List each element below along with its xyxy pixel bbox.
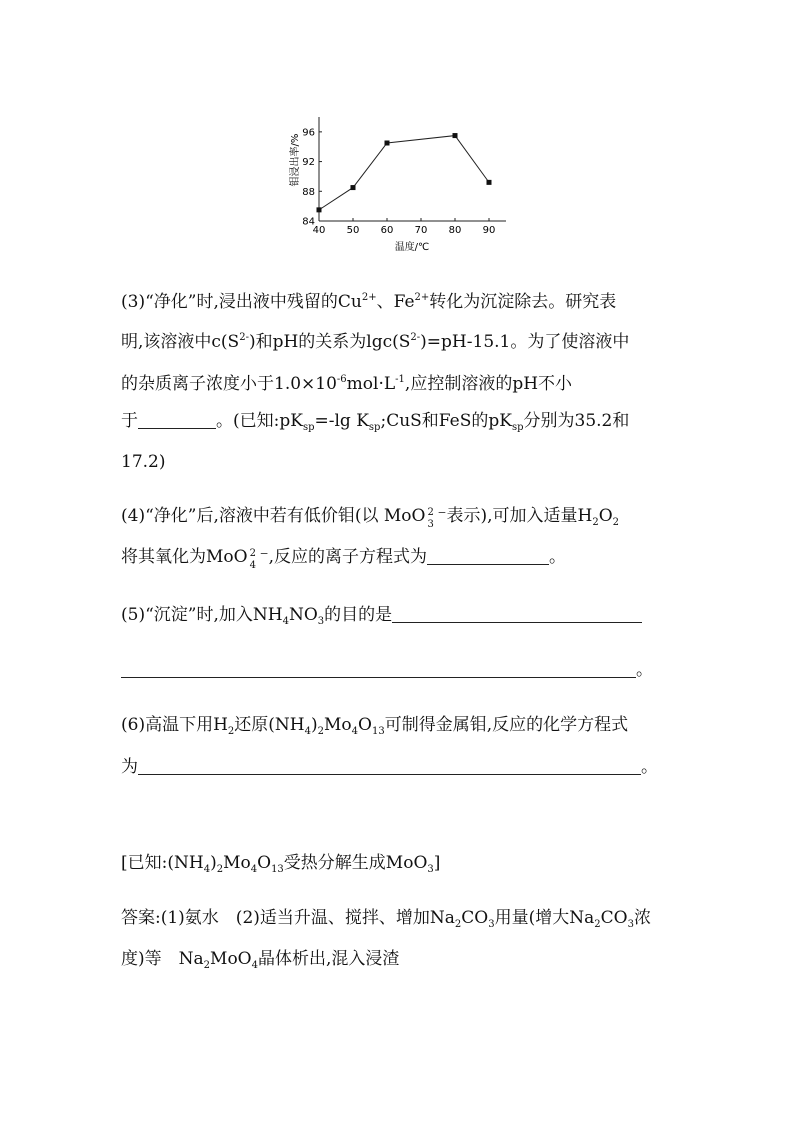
y-tick-label: 84 <box>302 216 315 228</box>
y-tick-label: 92 <box>302 157 315 169</box>
data-point <box>453 133 458 138</box>
q5-line-2: 。 <box>121 659 653 681</box>
x-tick-label: 70 <box>414 225 428 236</box>
data-point <box>317 207 322 212</box>
answer-blank-ph[interactable] <box>138 412 216 429</box>
series-line <box>319 136 489 210</box>
data-point <box>487 180 492 185</box>
q3-line-2: 明,该溶液中$c(S^{2-})$和pH的关系为$\lg c(S^{2-})=pH-15.1$。为了使溶液中 <box>121 332 630 352</box>
data-point <box>385 141 390 146</box>
answer-blank-purpose-2[interactable] <box>121 661 636 678</box>
q5-line-1: (5)“沉淀”时,加入$NH_4NO_3$的目的是 <box>121 604 642 633</box>
q6-line-2: 为 。 <box>121 757 658 777</box>
x-tick-label: 80 <box>448 225 462 236</box>
x-axis-label: 温度/℃ <box>394 242 430 253</box>
y-axis-label: 钼浸出率/% <box>290 133 301 187</box>
x-tick-label: 50 <box>346 225 360 236</box>
leaching-rate-chart <box>280 100 540 260</box>
y-tick-label: 88 <box>302 186 315 198</box>
answer-line-2: 度)等 $Na_2MoO_4$晶体析出,混入浸渣 <box>121 949 400 971</box>
y-tick-label: 96 <box>302 127 315 139</box>
answer-line-1: 答案:(1)氨水 (2)适当升温、搅拌、增加$Na_2CO_3$用量(增大$Na_2CO_3$浓 <box>121 908 651 930</box>
x-tick-label: 60 <box>380 225 394 236</box>
q6-line-1: (6)高温下用$H_2$还原$(NH_4)_2Mo_4O_{13}$可制得金属钼,反应的化学方程式 <box>121 715 629 737</box>
x-tick-label: 90 <box>482 225 496 236</box>
answer-blank-purpose-1[interactable] <box>392 606 642 623</box>
answer-blank-chemical-equation[interactable] <box>138 758 641 775</box>
q4-line-1: (4)“净化”后,溶液中若有低价钼(以 MoO 2 3 ⁻表示),可加入适量$H_2O_2$ <box>121 506 620 530</box>
x-tick-label: 40 <box>312 225 326 236</box>
q3-line-5: 17.2) <box>121 452 166 472</box>
q3-line-3: 的杂质离子浓度小于$1.0\times 10^{-6}mol\cdot L^{-1}$,应控制溶液的pH不小 <box>121 374 573 394</box>
q3-line-4: 于 。(已知$:pK_{sp}=-\lg$ $K_{sp};CuS$和FeS的$pK_{sp}$分别为35.2和 <box>121 411 630 433</box>
data-point <box>351 185 356 190</box>
q3-line-1: (3)“净化”时,浸出液中残留的$Cu^{2+}$、$Fe^{2+}$转化为沉淀除去。研究表 <box>121 292 617 312</box>
answer-blank-ionic-equation[interactable] <box>427 548 549 565</box>
known-note: [已知$:(NH_4)_2Mo_4O_{13}$受热分解生成MoO$_3$] <box>121 853 441 875</box>
q4-line-2: 将其氧化为MoO 2 4 ⁻,反应的离子方程式为 。 <box>121 547 566 571</box>
